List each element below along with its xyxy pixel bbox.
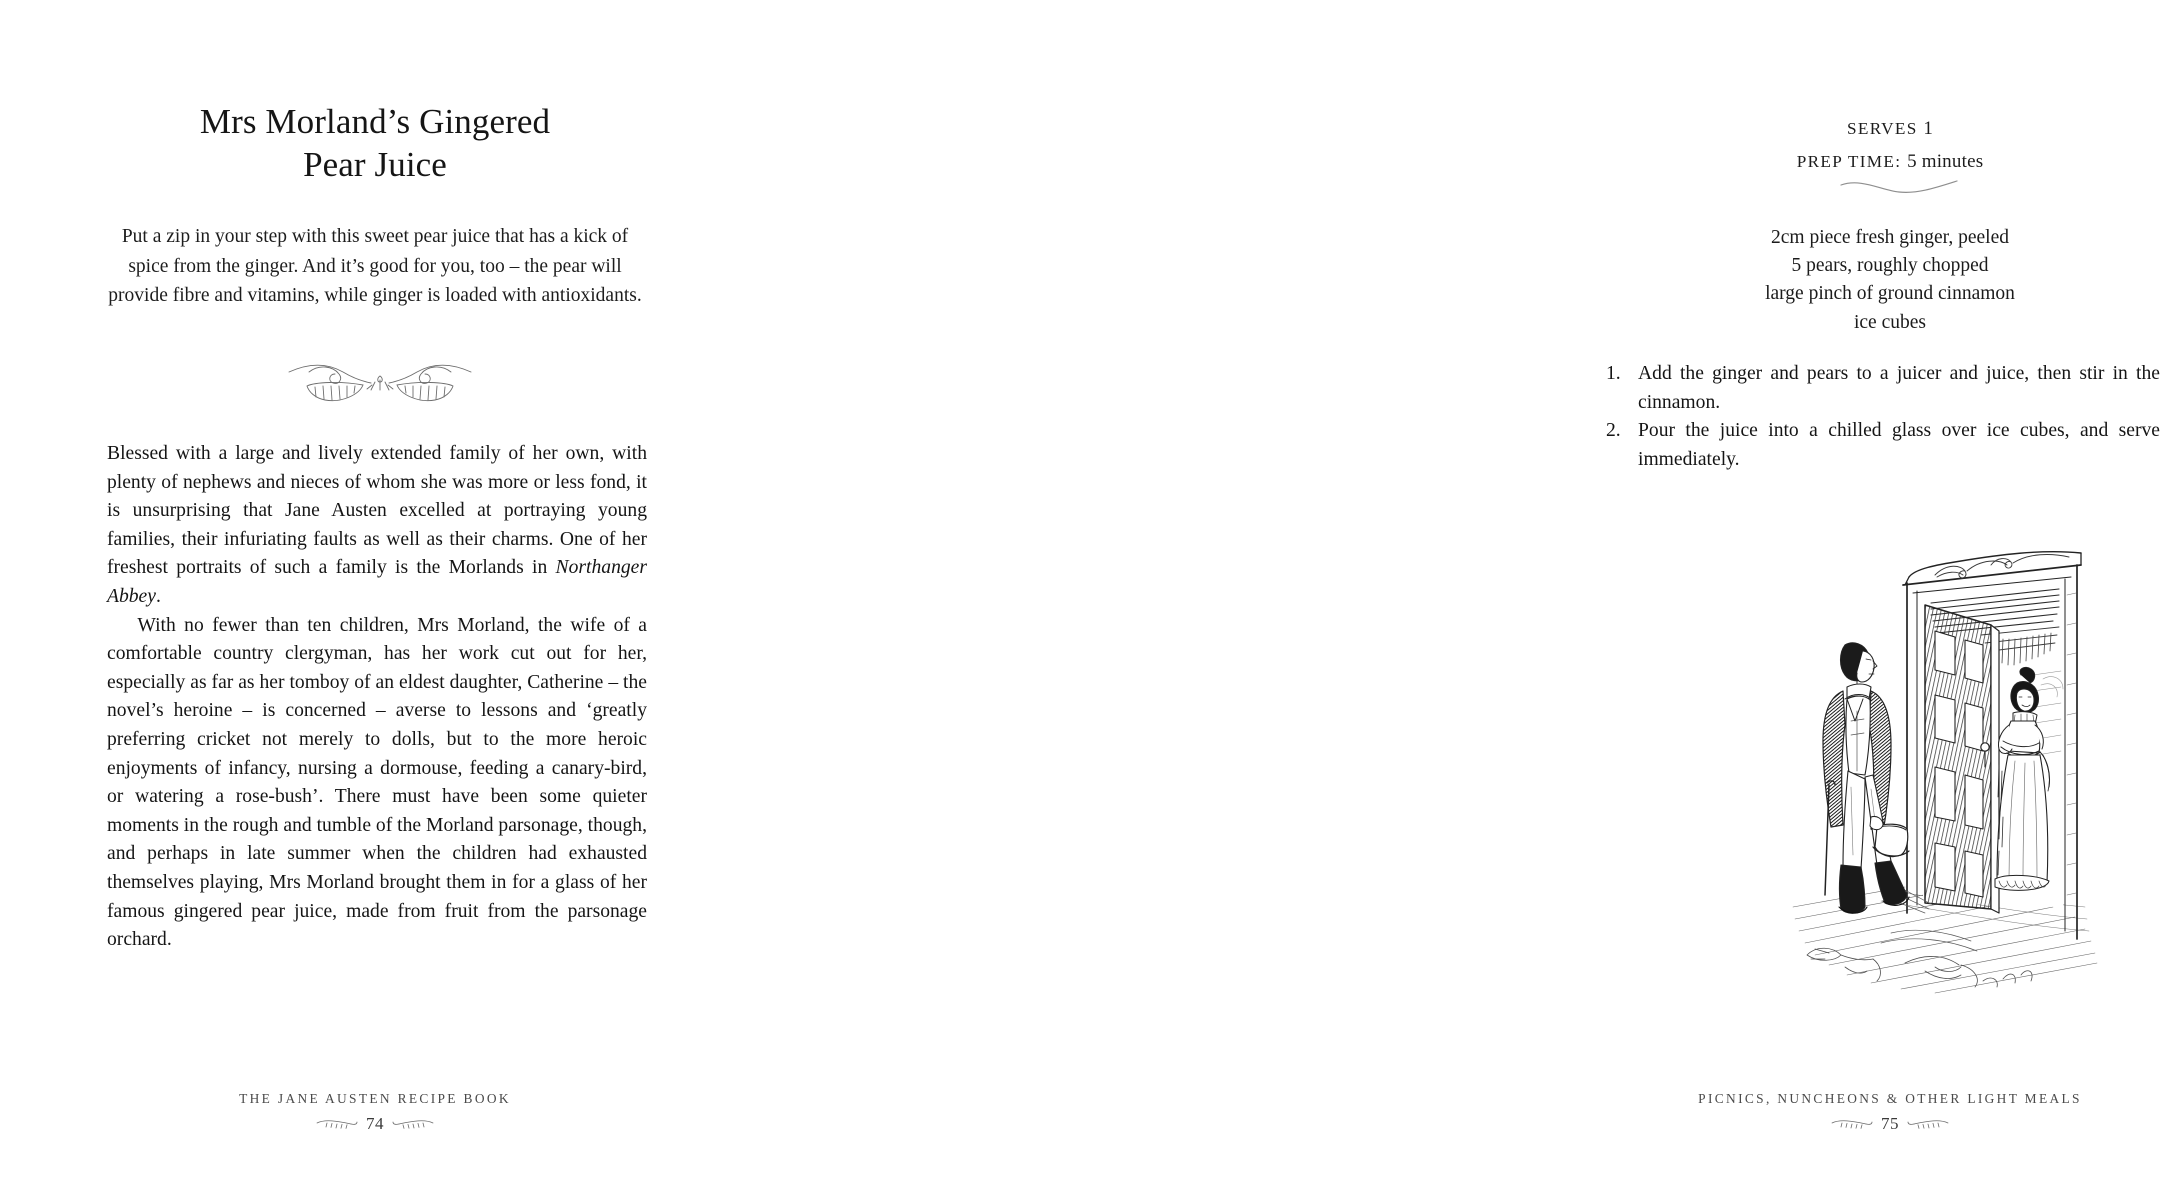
left-folio <box>105 1114 645 1134</box>
recipe-title <box>105 100 645 187</box>
serves-value: 1 <box>1923 118 1934 139</box>
serves-line <box>1610 112 2170 145</box>
recipe-title-line-1: Mrs Morland’s Gingered <box>199 102 551 141</box>
serves-block <box>1610 112 2170 179</box>
serves-label: SERVES <box>1846 119 1918 138</box>
ingredient-item: large pinch of ground cinnamon <box>1765 283 2015 305</box>
leaf-scroll-ornament-icon <box>285 358 475 410</box>
folio-ornament-right-icon <box>391 1118 435 1130</box>
body-paragraph-2: With no fewer than ten children, Mrs Morland, the wife of a comfortable country clergyman, has her work cut out for her, especially as far as her tomboy of an eldest daughter, Catherine – the novel’s heroine – is concerned – averse to lessons and ‘greatly preferring cricket not merely to dolls, but to the more heroic enjoyments of infancy, nursing a dormouse, feeding a canary-bird, or watering a rose-bush’. There must have been some quieter moments in the rough and tumble of the Morland parsonage, though, and perhaps in late summer when the children had exhausted themselves playing, Mrs Morland brought them in for a glass of her famous gingered pear juice, made from fruit from the parsonage orchard. <box>107 614 647 951</box>
ingredients-list <box>1610 224 2170 337</box>
swash-flourish-icon <box>1835 176 1965 202</box>
method-step-number: 1. <box>1606 363 1621 384</box>
recipe-intro: Put a zip in your step with this sweet pear juice that has a kick of spice from the ginger. And it’s good for you, too – the pear will provide fibre and vitamins, while ginger is loaded with antioxidants. <box>108 226 642 307</box>
right-folio <box>1610 1114 2170 1134</box>
left-page <box>0 0 750 1178</box>
folio-ornament-left-icon <box>315 1118 359 1130</box>
regency-doorway-illustration <box>1785 535 2125 1025</box>
ingredient-item: 5 pears, roughly chopped <box>1791 255 1989 277</box>
right-page-number: 75 <box>1881 1114 1899 1133</box>
method-step-number: 2. <box>1606 420 1621 442</box>
prep-time-label: PREP TIME: <box>1796 152 1902 172</box>
right-page-footer <box>1610 1091 2170 1134</box>
method-step-text: Add the ginger and pears to a juicer and juice, then stir in the cinnamon. <box>1638 363 2160 413</box>
folio-ornament-right-icon <box>1906 1118 1950 1130</box>
method-list <box>1600 360 2160 474</box>
right-running-head: PICNICS, NUNCHEONS & OTHER LIGHT MEALS <box>1698 1091 2082 1106</box>
left-page-number: 74 <box>366 1114 384 1133</box>
method-step <box>1600 360 2160 417</box>
ingredient-item: 2cm piece fresh ginger, peeled <box>1771 227 2009 248</box>
body-paragraph-1 <box>107 440 647 612</box>
method-step <box>1600 417 2160 474</box>
body-copy <box>107 440 647 955</box>
right-page <box>750 0 2160 1178</box>
prep-time-value: 5 minutes <box>1907 151 1984 173</box>
method-step-text: Pour the juice into a chilled glass over ice cubes, and serve immediately. <box>1638 420 2160 470</box>
folio-ornament-left-icon <box>1830 1118 1874 1130</box>
ingredient-item: ice cubes <box>1853 311 1926 333</box>
body-paragraph-1-text: Blessed with a large and lively extended family of her own, with plenty of nephews and nieces of whom she was more or less fond, it is unsurprising that Jane Austen excelled at portraying young families, their infuriating faults as well as their charms. One of her freshest portraits of such a family is the Morlands in <box>107 443 647 579</box>
left-page-footer <box>105 1091 645 1134</box>
body-paragraph-1-tail: . <box>155 585 161 607</box>
recipe-title-line-2: Pear Juice <box>303 145 447 185</box>
prep-time-line <box>1610 145 2170 178</box>
left-running-head: THE JANE AUSTEN RECIPE BOOK <box>239 1091 511 1106</box>
book-title-italic: Northanger Abbey <box>107 557 647 607</box>
